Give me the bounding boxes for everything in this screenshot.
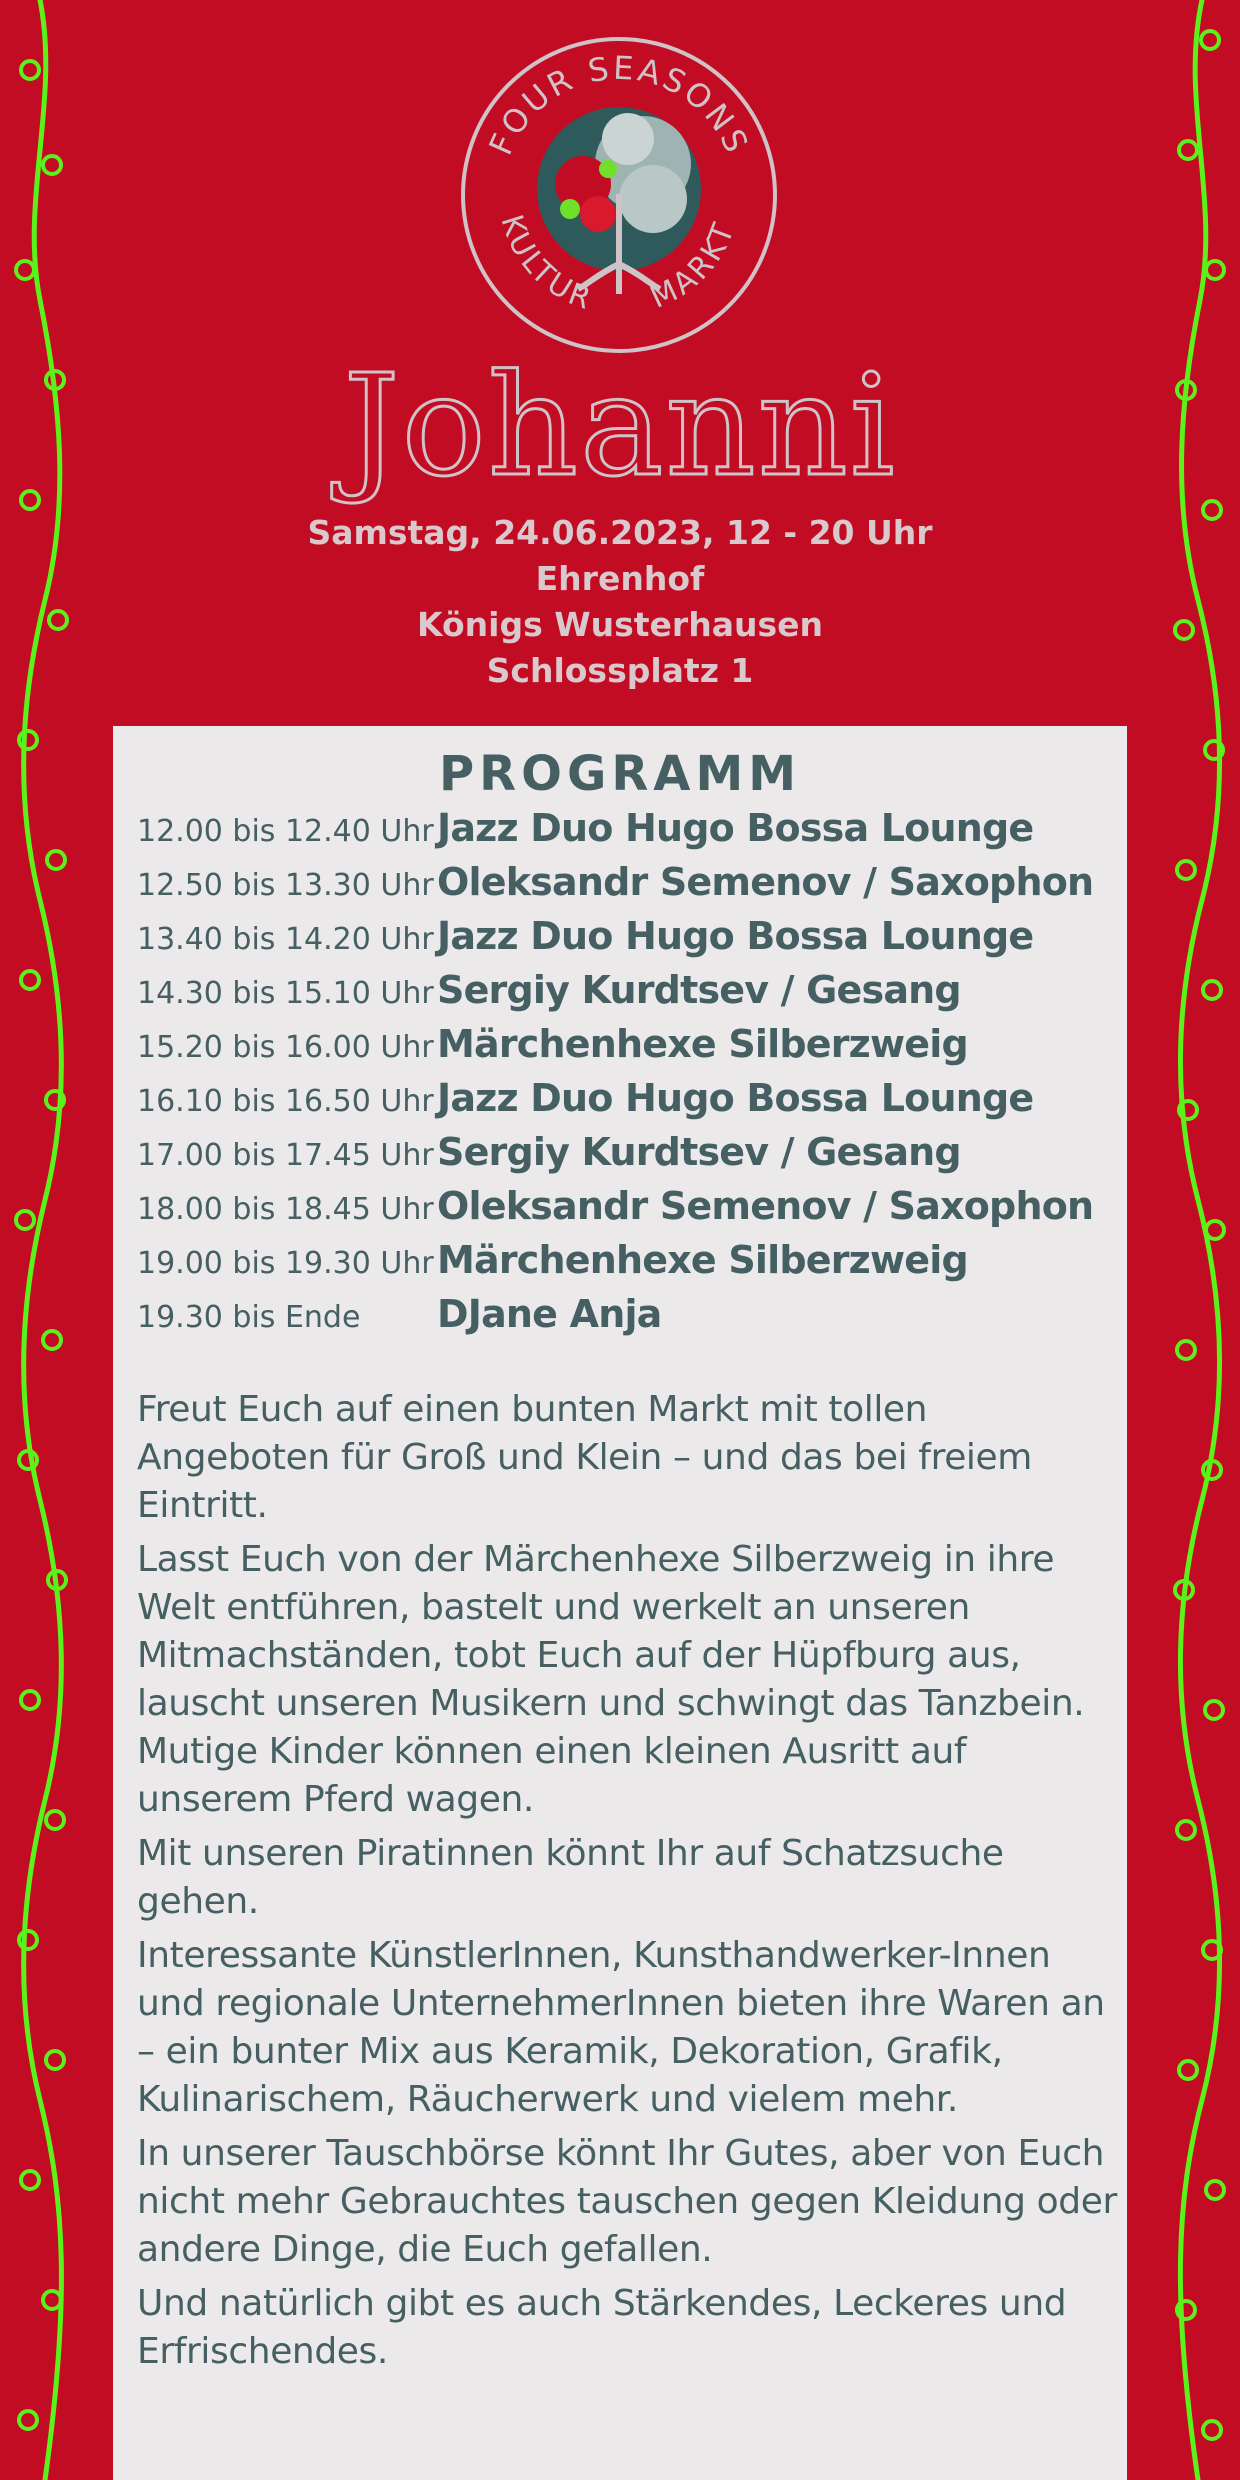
logo-arc-right: MARKT [645, 216, 743, 316]
schedule-act: Oleksandr Semenov / Saxophon [437, 1184, 1094, 1228]
event-title: Johanni [343, 345, 897, 508]
schedule-time: 15.20 bis 16.00 Uhr [137, 1030, 434, 1065]
logo-arc-top: FOUR SEASONS [481, 48, 757, 161]
logo-arc-left: KULTUR [493, 210, 598, 318]
schedule-time: 14.30 bis 15.10 Uhr [137, 976, 434, 1011]
schedule-time: 16.10 bis 16.50 Uhr [137, 1084, 434, 1119]
schedule-row [137, 1184, 1117, 1238]
description-paragraph: Mit unseren Piratinnen könnt Ihr auf Schatzsuche gehen. [137, 1833, 1004, 1922]
schedule-act: Märchenhexe Silberzweig [437, 1238, 968, 1282]
program-heading: PROGRAMM [439, 746, 801, 802]
schedule-act: Jazz Duo Hugo Bossa Lounge [437, 1076, 1034, 1120]
schedule-row [137, 1130, 1117, 1184]
event-venue: Ehrenhof [535, 559, 705, 598]
event-address: Schlossplatz 1 [486, 651, 754, 690]
description-paragraph: Interessante KünstlerInnen, Kunsthandwerker-Innen und regionale UnternehmerInnen bieten ihre Waren an – ein bunter Mix aus Keramik, Dekoration, Grafik, Kulinarischem, Räucherwerk und vielem mehr. [137, 1935, 1105, 2120]
schedule-row [137, 1238, 1117, 1292]
schedule-time: 18.00 bis 18.45 Uhr [137, 1192, 434, 1227]
event-info [0, 510, 1240, 694]
schedule-time: 19.30 bis Ende [137, 1300, 361, 1335]
tree-icon [537, 107, 701, 294]
schedule-row [137, 914, 1117, 968]
schedule-time: 12.50 bis 13.30 Uhr [137, 868, 434, 903]
schedule-act: DJane Anja [437, 1292, 662, 1336]
schedule-act: Märchenhexe Silberzweig [437, 1022, 968, 1066]
schedule-act: Jazz Duo Hugo Bossa Lounge [437, 806, 1034, 850]
four-seasons-logo [458, 34, 780, 356]
schedule-row [137, 1076, 1117, 1130]
schedule-time: 17.00 bis 17.45 Uhr [137, 1138, 434, 1173]
schedule-act: Oleksandr Semenov / Saxophon [437, 860, 1094, 904]
schedule-row [137, 968, 1117, 1022]
schedule-time: 12.00 bis 12.40 Uhr [137, 814, 434, 849]
schedule-row [137, 1292, 1117, 1346]
event-description [137, 1386, 1117, 2382]
description-paragraph: Und natürlich gibt es auch Stärkendes, Leckeres und Erfrischendes. [137, 2283, 1067, 2372]
schedule-act: Sergiy Kurdtsev / Gesang [437, 1130, 961, 1174]
schedule-time: 13.40 bis 14.20 Uhr [137, 922, 434, 957]
description-paragraph: Freut Euch auf einen bunten Markt mit tollen Angeboten für Groß und Klein – und das bei freiem Eintritt. [137, 1389, 1032, 1526]
program-schedule [137, 806, 1117, 1346]
schedule-act: Sergiy Kurdtsev / Gesang [437, 968, 961, 1012]
event-date: Samstag, 24.06.2023, 12 - 20 Uhr [307, 513, 933, 552]
event-city: Königs Wusterhausen [417, 605, 823, 644]
program-panel [113, 726, 1127, 2480]
schedule-row [137, 860, 1117, 914]
schedule-act: Jazz Duo Hugo Bossa Lounge [437, 914, 1034, 958]
schedule-time: 19.00 bis 19.30 Uhr [137, 1246, 434, 1281]
description-paragraph: Lasst Euch von der Märchenhexe Silberzweig in ihre Welt entführen, bastelt und werkelt an unseren Mitmachständen, tobt Euch auf der Hüpfburg aus, lauscht unseren Musikern und schwingt das Tanzbein. Mutige Kinder können einen kleinen Ausritt auf unserem Pferd wagen. [137, 1539, 1085, 1820]
schedule-row [137, 806, 1117, 860]
schedule-row [137, 1022, 1117, 1076]
description-paragraph: In unserer Tauschbörse könnt Ihr Gutes, aber von Euch nicht mehr Gebrauchtes tauschen gegen Kleidung oder andere Dinge, die Euch gefallen. [137, 2133, 1117, 2270]
